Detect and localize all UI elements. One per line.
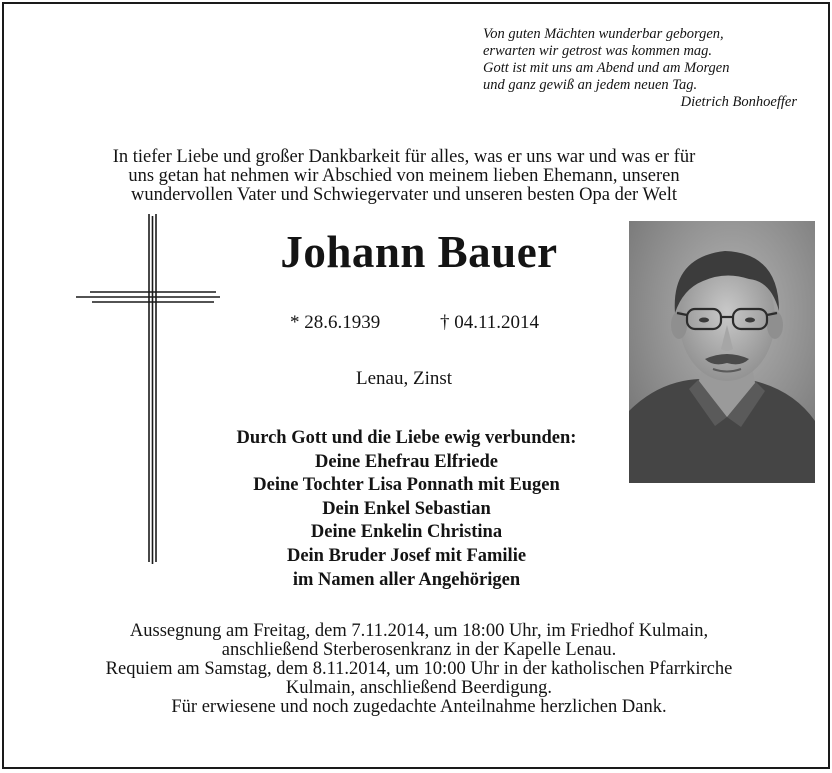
service-line: Requiem am Samstag, dem 8.11.2014, um 10:00 Uhr in der katholischen Pfarrkirche [105, 659, 733, 679]
intro-line: wundervollen Vater und Schwiegervater und unseren besten Opa der Welt [131, 185, 677, 205]
birth-date: * 28.6.1939 [290, 312, 381, 333]
residence-place: Lenau, Zinst [355, 368, 453, 389]
service-information [24, 622, 814, 717]
bonhoeffer-quote [483, 26, 801, 111]
intro-line: uns getan hat nehmen wir Abschied von meinem lieben Ehemann, unseren [128, 166, 680, 186]
death-date: † 04.11.2014 [440, 312, 540, 333]
quote-line: erwarten wir getrost was kommen mag. [483, 43, 713, 59]
service-line: anschließend Sterberosenkranz in der Kapelle Lenau. [221, 640, 617, 660]
mourner-line: Deine Enkelin Christina [310, 522, 503, 543]
mourner-line: Dein Enkel Sebastian [322, 498, 491, 519]
quote-line: und ganz gewiß an jedem neuen Tag. [483, 77, 698, 93]
obituary-notice [2, 2, 830, 769]
intro-line: In tiefer Liebe und großer Dankbarkeit für alles, was er uns war und was er für [112, 147, 696, 167]
quote-line: Von guten Mächten wunderbar geborgen, [483, 26, 724, 42]
mourner-line: Deine Tochter Lisa Ponnath mit Eugen [253, 475, 560, 496]
service-line: Für erwiesene und noch zugedachte Anteilnahme herzlichen Dank. [171, 697, 667, 717]
mourner-line: Deine Ehefrau Elfriede [315, 451, 498, 472]
quote-line: Gott ist mit uns am Abend und am Morgen [483, 60, 730, 76]
portrait-photo [629, 221, 815, 483]
mourners-list [194, 427, 619, 592]
service-line: Kulmain, anschließend Beerdigung. [285, 678, 553, 698]
mourner-line: Durch Gott und die Liebe ewig verbunden: [236, 428, 577, 448]
service-line: Aussegnung am Freitag, dem 7.11.2014, um 18:00 Uhr, im Friedhof Kulmain, [129, 621, 709, 641]
mourner-line: Dein Bruder Josef mit Familie [286, 545, 527, 566]
mourner-line: im Namen aller Angehörigen [292, 569, 521, 590]
quote-author: Dietrich Bonhoeffer [680, 94, 797, 110]
deceased-name: Johann Bauer [280, 227, 558, 277]
